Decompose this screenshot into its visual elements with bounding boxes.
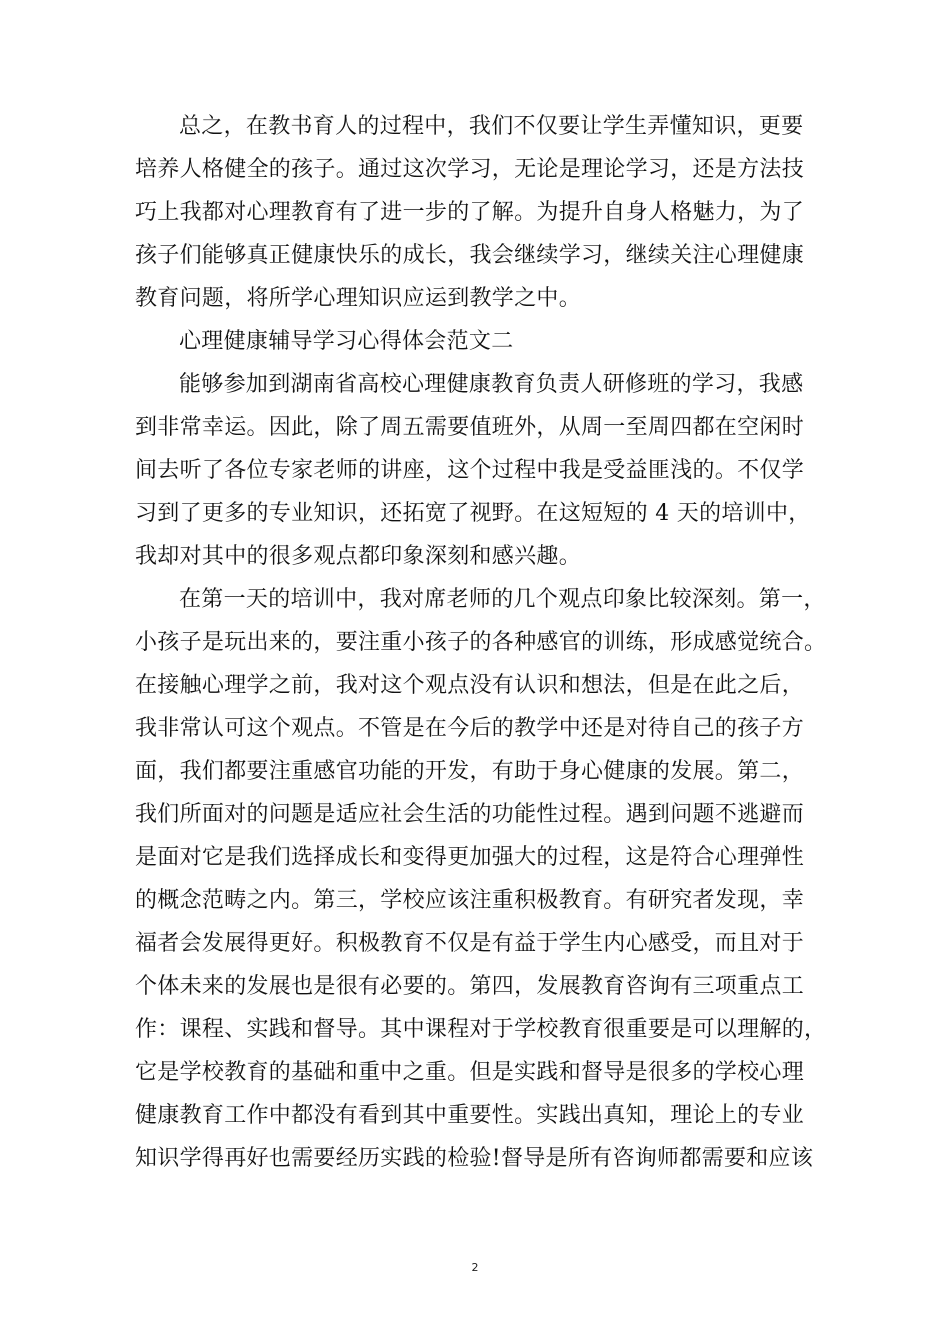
text-line: 孩子们能够真正健康快乐的成长，我会继续学习，继续关注心理健康 — [135, 243, 805, 268]
text-line: 作：课程、实践和督导。其中课程对于学校教育很重要是可以理解的， — [135, 1017, 827, 1042]
text-line: 习到了更多的专业知识，还拓宽了视野。在这短短的 4 天的培训中， — [135, 501, 811, 526]
text-line: 我非常认可这个观点。不管是在今后的教学中还是对待自己的孩子方 — [135, 716, 805, 741]
text-line: 小孩子是玩出来的，要注重小孩子的各种感官的训练，形成感觉统合。 — [135, 630, 827, 655]
text-line: 个体未来的发展也是很有必要的。第四，发展教育咨询有三项重点工 — [135, 974, 805, 999]
text-line: 到非常幸运。因此，除了周五需要值班外，从周一至周四都在空闲时 — [135, 415, 805, 440]
document-body — [135, 105, 825, 1180]
text-line: 福者会发展得更好。积极教育不仅是有益于学生内心感受，而且对于 — [135, 931, 805, 956]
paragraph-conclusion — [135, 105, 825, 320]
paragraph-intro — [135, 363, 825, 578]
paragraph-training — [135, 578, 825, 1180]
page-number: 2 — [471, 1261, 479, 1274]
text-line: 面，我们都要注重感官功能的开发，有助于身心健康的发展。第二， — [135, 759, 805, 784]
section-title: 心理健康辅导学习心得体会范文二 — [179, 329, 514, 354]
text-line: 在接触心理学之前，我对这个观点没有认识和想法，但是在此之后， — [135, 673, 805, 698]
text-line: 知识学得再好也需要经历实践的检验!督导是所有咨询师都需要和应该 — [135, 1146, 814, 1171]
text-line: 在第一天的培训中，我对席老师的几个观点印象比较深刻。第一， — [179, 587, 826, 612]
text-line: 是面对它是我们选择成长和变得更加强大的过程，这是符合心理弹性 — [135, 845, 805, 870]
text-line: 总之，在教书育人的过程中，我们不仅要让学生弄懂知识，更要 — [179, 114, 804, 139]
text-line: 我却对其中的很多观点都印象深刻和感兴趣。 — [135, 544, 582, 569]
text-line: 巧上我都对心理教育有了进一步的了解。为提升自身人格魅力，为了 — [135, 200, 805, 225]
text-line: 健康教育工作中都没有看到其中重要性。实践出真知，理论上的专业 — [135, 1103, 805, 1128]
text-line: 教育问题，将所学心理知识应运到教学之中。 — [135, 286, 582, 311]
section-heading — [135, 320, 825, 363]
text-line: 它是学校教育的基础和重中之重。但是实践和督导是很多的学校心理 — [135, 1060, 805, 1085]
text-line: 的概念范畴之内。第三，学校应该注重积极教育。有研究者发现，幸 — [135, 888, 805, 913]
text-line: 培养人格健全的孩子。通过这次学习，无论是理论学习，还是方法技 — [135, 157, 805, 182]
text-line: 我们所面对的问题是适应社会生活的功能性过程。遇到问题不逃避而 — [135, 802, 805, 827]
text-line: 间去听了各位专家老师的讲座，这个过程中我是受益匪浅的。不仅学 — [135, 458, 805, 483]
text-line: 能够参加到湖南省高校心理健康教育负责人研修班的学习，我感 — [179, 372, 804, 397]
